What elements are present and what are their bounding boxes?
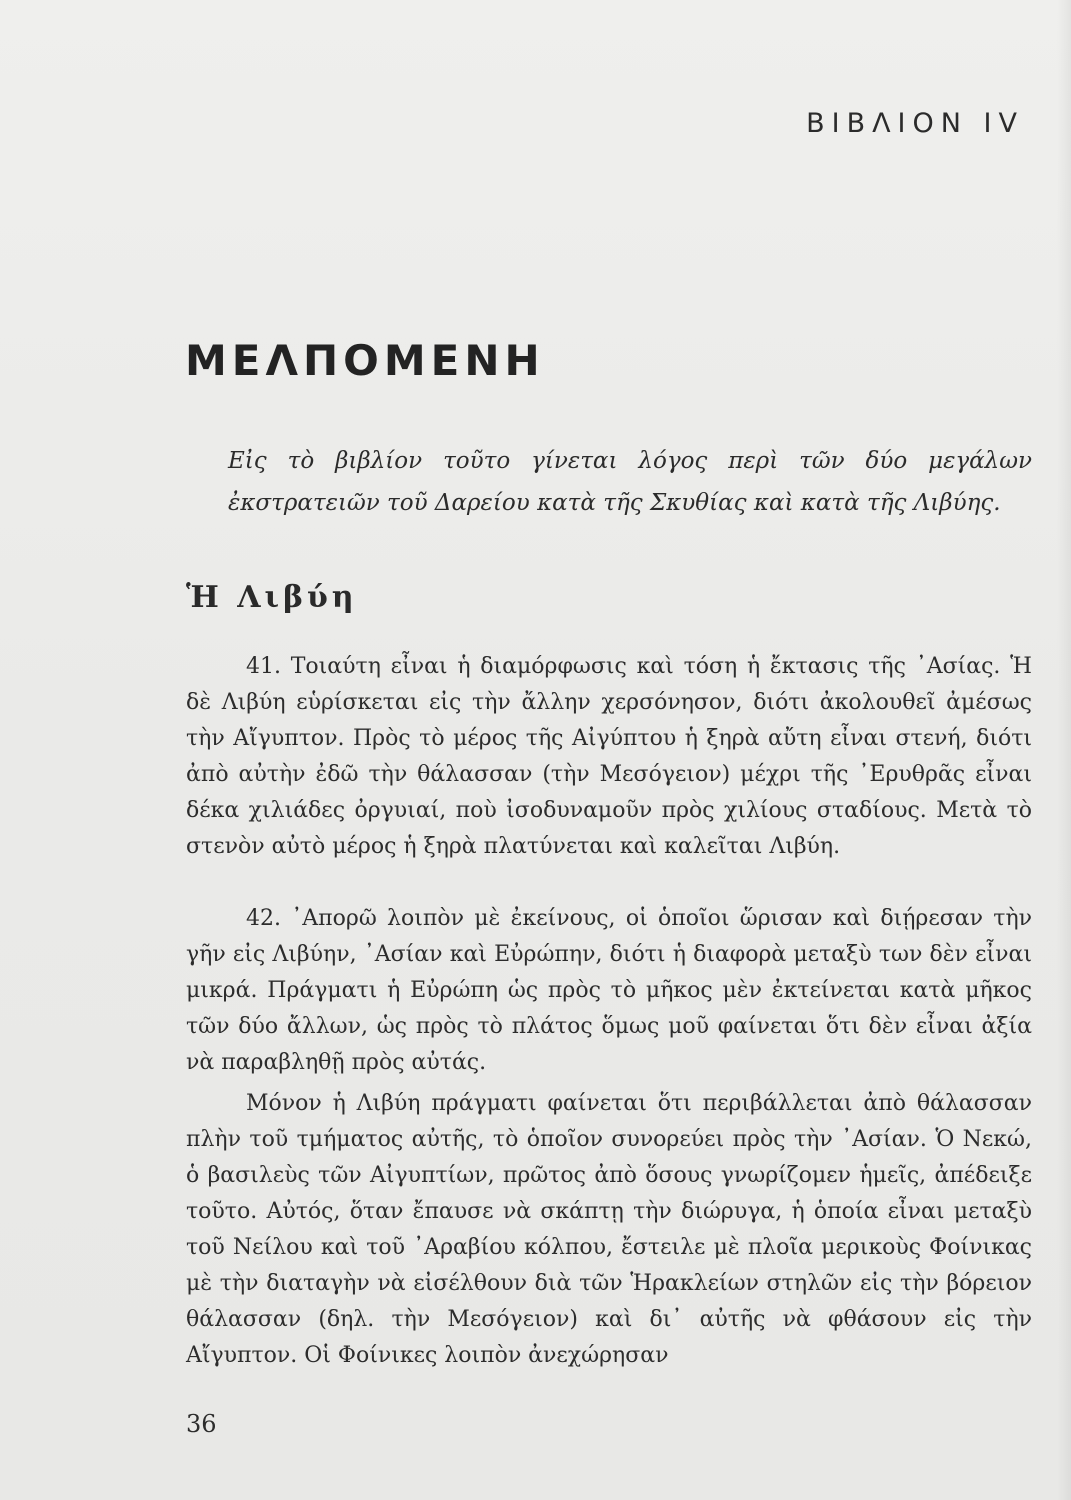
body-text [186, 649, 1032, 1374]
book-label: ΒΙΒΛΙΟΝ IV [806, 108, 1024, 139]
paragraph-42-continued: Μόνον ἡ Λιβύη πράγματι φαίνεται ὅτι περιβάλλεται ἀπὸ θάλασσαν πλὴν τοῦ τμήματος αὐτῆς, τὸ ὁποῖον συνορεύει πρὸς τὴν ᾿Ασίαν. Ὁ Νεκώ, ὁ βασιλεὺς τῶν Αἰγυπτίων, πρῶτος ἀπὸ ὅσους γνωρίζομεν ἡμεῖς, ἀπέδειξε τοῦτο. Αὐτός, ὅταν ἔπαυσε νὰ σκάπτῃ τὴν διώρυγα, ἡ ὁποία εἶναι μεταξὺ τοῦ Νείλου καὶ τοῦ ᾿Αραβίου κόλπου, ἔστειλε μὲ πλοῖα μερικοὺς Φοίνικας μὲ τὴν διαταγὴν νὰ εἰσέλθουν διὰ τῶν Ἡρακλείων στηλῶν εἰς τὴν βόρειον θάλασσαν (δηλ. τὴν Μεσόγειον) καὶ δι᾿ αὐτῆς νὰ φθάσουν εἰς τὴν Αἴγυπτον. Οἱ Φοίνικες λοιπὸν ἀνεχώρησαν [186, 1091, 1032, 1368]
section-heading: Ἡ Λιβύη [186, 580, 358, 615]
paragraph-42: 42. ᾿Απορῶ λοιπὸν μὲ ἐκείνους, οἱ ὁποῖοι ὥρισαν καὶ διῄρεσαν τὴν γῆν εἰς Λιβύην, ᾿Ασίαν καὶ Εὐρώπην, διότι ἡ διαφορὰ μεταξὺ των δὲν εἶναι μικρά. Πράγματι ἡ Εὐρώπη ὡς πρὸς τὸ μῆκος μὲν ἐκτείνεται κατὰ μῆκος τῶν δύο ἄλλων, ὡς πρὸς τὸ πλάτος ὅμως μοῦ φαίνεται ὅτι δὲν εἶναι ἀξία νὰ παραβληθῇ πρὸς αὐτάς. [186, 906, 1032, 1075]
paragraph-41: 41. Τοιαύτη εἶναι ἡ διαμόρφωσις καὶ τόση ἡ ἔκτασις τῆς ᾿Ασίας. Ἡ δὲ Λιβύη εὑρίσκεται εἰς τὴν ἄλλην χερσόνησον, διότι ἀκολουθεῖ ἀμέσως τὴν Αἴγυπτον. Πρὸς τὸ μέρος τῆς Αἰγύπτου ἡ ξηρὰ αὔτη εἶναι στενή, διότι ἀπὸ αὐτὴν ἐδῶ τὴν θάλασσαν (τὴν Μεσόγειον) μέχρι τῆς ᾿Ερυθρᾶς εἶναι δέκα χιλιάδες ὀργυιαί, ποὺ ἰσοδυναμοῦν πρὸς χιλίους σταδίους. Μετὰ τὸ στενὸν αὐτὸ μέρος ἡ ξηρὰ πλατύνεται καὶ καλεῖται Λιβύη. [186, 654, 1032, 859]
chapter-summary [228, 440, 1032, 524]
page-edge-shadow [1057, 0, 1071, 1500]
page-number: 36 [186, 1410, 217, 1438]
chapter-title: ΜΕΛΠΟΜΕΝΗ [185, 336, 545, 385]
chapter-summary-text: Εἰς τὸ βιβλίον τοῦτο γίνεται λόγος περὶ τῶν δύο μεγάλων ἐκστρατειῶν τοῦ Δαρείου κατὰ τῆς Σκυθίας καὶ κατὰ τῆς Λιβύης. [228, 448, 1032, 516]
